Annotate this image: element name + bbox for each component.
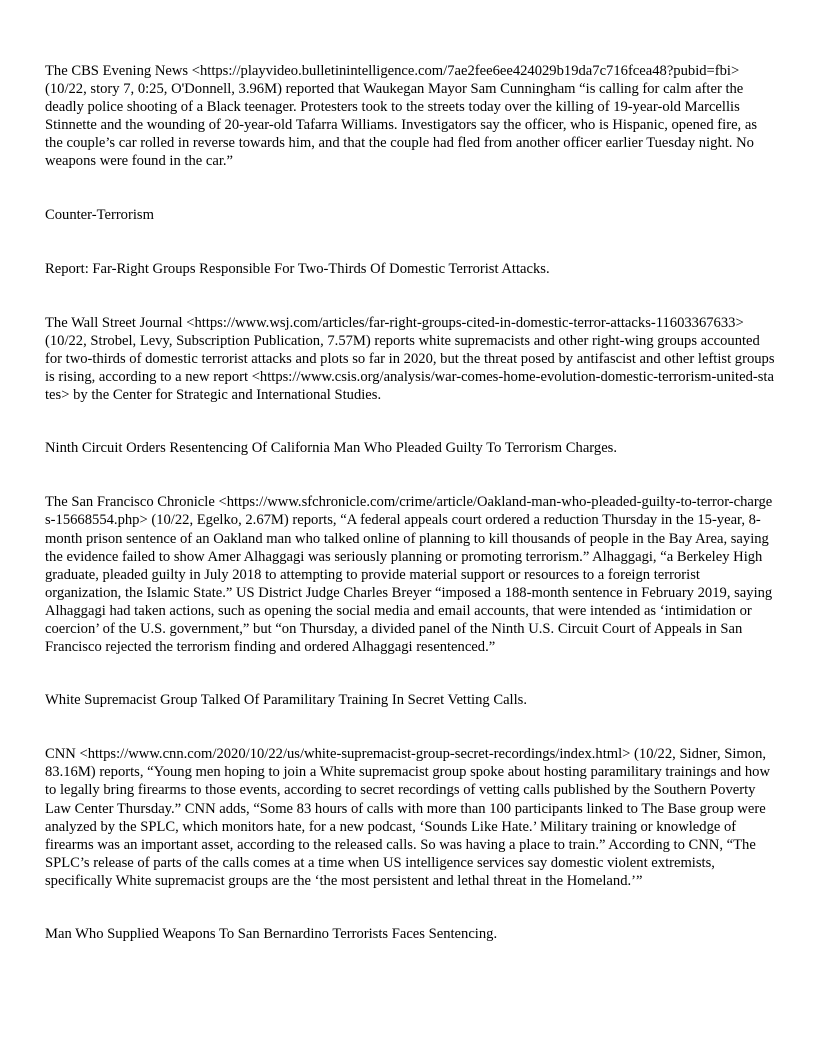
report-link[interactable]: <https://www.csis.org/analysis/war-comes-home-evolution-domestic-terrorism-united-states> — [45, 369, 774, 404]
section-heading: Counter-Terrorism — [45, 206, 154, 223]
headline-ninth-circuit: Ninth Circuit Orders Resentencing Of California Man Who Pleaded Guilty To Terrorism Charges. — [45, 440, 618, 457]
headline-san-bernardino: Man Who Supplied Weapons To San Bernardino Terrorists Faces Sentencing. — [45, 926, 498, 942]
source-link[interactable]: <https://playvideo.bulletinintelligence.com/7ae2fee6ee424029b19da7c716fcea48?pubid=fbi> — [191, 63, 740, 79]
source-link[interactable]: <https://www.cnn.com/2020/10/22/us/white-supremacist-group-secret-recordings/index.html> — [79, 746, 631, 763]
paragraph-body: (10/22, Egelko, 2.67M) reports, “A federal appeals court ordered a reduction Thursday in the 15-year, 8-month prison sentence of an Oakland man who talked online of planning to kill thousands of people in the Bay Area, saying the evidence failed to show Amer Alhaggagi was seriously planning or promoting terrorism.” Alhaggagi, “a Berkeley High graduate, pleaded guilty in July 2018 to attempting to provide material support or resources to a foreign terrorist organization, the Islamic State.” US District Judge Charles Breyer “imposed a 188-month sentence in February 2019, saying Alhaggagi had taken actions, such as opening the social media and email accounts, that were intended as ‘intimidation or coercion’ of the U.S. government,” but “on Thursday, a divided panel of the Ninth U.S. Circuit Court of Appeals in San Francisco rejected the terrorism finding and ordered Alhaggagi resentenced.” — [45, 512, 773, 656]
cbs-waukegan-paragraph — [45, 62, 775, 171]
wsj-paragraph — [45, 314, 775, 404]
source-name: CNN — [45, 746, 76, 763]
headline-white-supremacist-group: White Supremacist Group Talked Of Paramilitary Training In Secret Vetting Calls. — [45, 692, 527, 709]
document-page — [45, 62, 775, 943]
source-link[interactable]: <https://www.sfchronicle.com/crime/article/Oakland-man-who-pleaded-guilty-to-terror-charges-15668554.php> — [45, 494, 773, 529]
paragraph-body: (10/22, Sidner, Simon, 83.16M) reports, “Young men hoping to join a White supremacist group spoke about hosting paramilitary trainings and how to legally bring firearms to those events, according to secret recordings of vetting calls published by the Southern Poverty Law Center Thursday.” CNN adds, “Some 83 hours of calls with more than 100 participants linked to The Base group were analyzed by the SPLC, which monitors hate, for a new podcast, ‘Sounds Like Hate.’ Military training or knowledge of firearms was an important asset, according to the released calls. So was having a place to train.” According to CNN, “The SPLC’s release of parts of the calls comes at a time when US intelligence services say domestic violent extremists, specifically White supremacist groups are the ‘the most persistent and lethal threat in the Homeland.’” — [45, 746, 770, 889]
source-name: The Wall Street Journal — [45, 314, 183, 331]
paragraph-body: (10/22, Strobel, Levy, Subscription Publication, 7.57M) reports white supremacists and other right-wing groups accounted for two-thirds of domestic terrorist attacks and plots so far in 2020, but the threat posed by antifascist and other leftist groups is rising, according to a new report — [45, 332, 775, 386]
headline-far-right-groups: Report: Far-Right Groups Responsible For Two-Thirds Of Domestic Terrorist Attacks. — [45, 260, 550, 277]
cnn-paragraph — [45, 745, 775, 890]
source-link[interactable]: <https://www.wsj.com/articles/far-right-groups-cited-in-domestic-terror-attacks-11603367633> — [186, 314, 744, 331]
paragraph-body: (10/22, story 7, 0:25, O'Donnell, 3.96M) reported that Waukegan Mayor Sam Cunningham “is calling for calm after the deadly police shooting of a Black teenager. Protesters took to the streets today over the killing of 19-year-old Marcellis Stinnette and the wounding of 20-year-old Tafarra Williams. Investigators say the officer, who is Hispanic, opened fire, as the couple’s car rolled in reverse towards him, and that the couple had fled from another officer earlier Tuesday night. No weapons were found in the car.” — [45, 81, 758, 170]
paragraph-body-end: by the Center for Strategic and International Studies. — [69, 387, 382, 404]
source-name: The CBS Evening News — [45, 63, 189, 79]
source-name: The San Francisco Chronicle — [45, 494, 215, 511]
sf-chronicle-paragraph — [45, 493, 775, 656]
